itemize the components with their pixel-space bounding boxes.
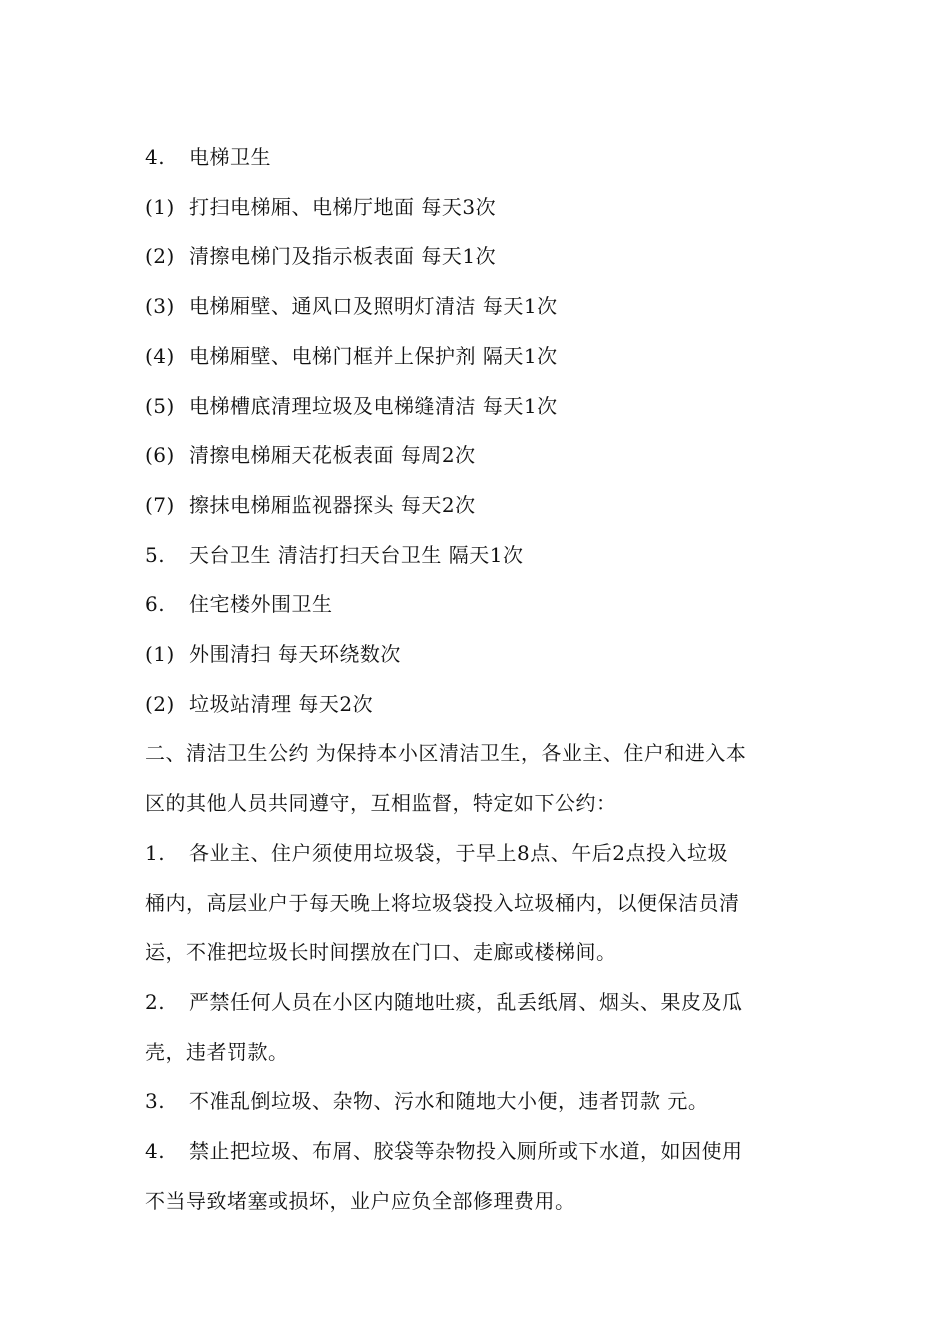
list-item: [145, 630, 810, 680]
item-text: 严禁任何人员在小区内随地吐痰，乱丢纸屑、烟头、果皮及瓜: [189, 989, 743, 1014]
item-number: (1): [145, 642, 175, 667]
item-number: (2): [145, 244, 175, 269]
document-body: [145, 133, 810, 1226]
item-text: 打扫电梯厢、电梯厅地面 每天3次: [189, 194, 497, 219]
item-text: 电梯厢壁、电梯门框并上保护剂 隔天1次: [189, 343, 558, 368]
item-number: 4.: [145, 1139, 166, 1164]
item-text: 住宅楼外围卫生: [189, 592, 333, 617]
item-number: 1.: [145, 840, 166, 865]
list-item: [145, 332, 810, 382]
item-text: 桶内，高层业户于每天晚上将垃圾袋投入垃圾桶内，以便保洁员清: [145, 890, 740, 915]
list-item: [145, 282, 810, 332]
section-heading-exterior: [145, 580, 810, 630]
paragraph-line: [145, 779, 810, 829]
item-number: 6.: [145, 592, 166, 617]
item-number: 4.: [145, 145, 166, 169]
item-text: 不当导致堵塞或损坏，业户应负全部修理费用。: [145, 1188, 576, 1213]
item-number: (7): [145, 492, 175, 517]
item-number: (2): [145, 691, 175, 716]
list-item: [145, 680, 810, 730]
list-item: [145, 183, 810, 233]
item-text: 电梯厢壁、通风口及照明灯清洁 每天1次: [189, 294, 558, 319]
item-text: 擦抹电梯厢监视器探头 每天2次: [189, 492, 476, 517]
item-text: 电梯卫生: [189, 145, 271, 169]
paragraph-line: [145, 1177, 810, 1227]
rule-item: [145, 1127, 810, 1177]
section-heading-rooftop: [145, 531, 810, 581]
rule-item: [145, 1077, 810, 1127]
rule-item: [145, 829, 810, 879]
item-number: (3): [145, 294, 175, 319]
item-number: (4): [145, 343, 175, 368]
paragraph-line: [145, 879, 810, 929]
item-text: 清擦电梯门及指示板表面 每天1次: [189, 244, 497, 269]
item-text: 不准乱倒垃圾、杂物、污水和随地大小便，违者罚款 元。: [189, 1089, 709, 1114]
item-number: (5): [145, 393, 175, 418]
paragraph-line: [145, 928, 810, 978]
item-text: 区的其他人员共同遵守，互相监督，特定如下公约：: [145, 791, 617, 816]
item-number: 5.: [145, 542, 166, 567]
list-item: [145, 232, 810, 282]
item-number: 3.: [145, 1089, 166, 1114]
item-text: 禁止把垃圾、布屑、胶袋等杂物投入厕所或下水道，如因使用: [189, 1139, 743, 1164]
paragraph-line: [145, 1028, 810, 1078]
item-text: 垃圾站清理 每天2次: [189, 691, 374, 716]
item-number: (1): [145, 194, 175, 219]
item-text: 清擦电梯厢天花板表面 每周2次: [189, 443, 476, 468]
list-item: [145, 481, 810, 531]
item-text: 外围清扫 每天环绕数次: [189, 642, 401, 667]
rule-item: [145, 978, 810, 1028]
item-text: 运，不准把垃圾长时间摆放在门口、走廊或楼梯间。: [145, 940, 617, 965]
item-number: 2.: [145, 989, 166, 1014]
list-item: [145, 431, 810, 481]
paragraph-line: [145, 729, 810, 779]
list-item: [145, 382, 810, 432]
item-text: 天台卫生 清洁打扫天台卫生 隔天1次: [189, 542, 524, 567]
item-text: 二、清洁卫生公约 为保持本小区清洁卫生，各业主、住户和进入本: [145, 741, 747, 766]
item-number: (6): [145, 443, 175, 468]
item-text: 电梯槽底清理垃圾及电梯缝清洁 每天1次: [189, 393, 558, 418]
item-text: 各业主、住户须使用垃圾袋，于早上8点、午后2点投入垃圾: [189, 840, 728, 865]
item-text: 壳，违者罚款。: [145, 1039, 289, 1064]
section-heading-elevator: [145, 133, 810, 183]
